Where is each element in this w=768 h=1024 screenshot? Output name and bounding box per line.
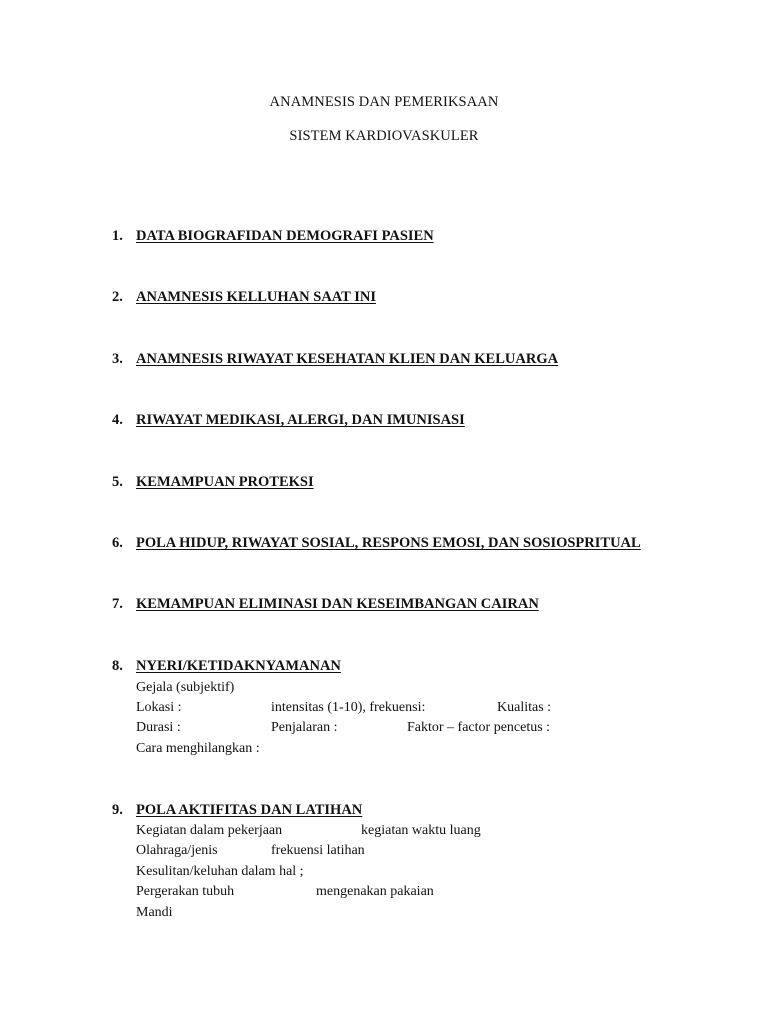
section-number: 2. [112,289,123,305]
section-number: 9. [112,802,123,818]
nyeri-penjalaran: Penjalaran : [271,720,338,735]
document-title-line-1: ANAMNESIS DAN PEMERIKSAAN [269,94,499,110]
section-label: POLA AKTIFITAS DAN LATIHAN [136,802,363,818]
section-label: POLA HIDUP, RIWAYAT SOSIAL, RESPONS EMOSI, DAN SOSIOSPRITUAL [136,535,641,551]
nyeri-intensitas: intensitas (1-10), frekuensi: [271,700,426,715]
aktifitas-pergerakan-tubuh: Pergerakan tubuh [136,884,235,899]
section-label: NYERI/KETIDAKNYAMANAN [136,658,341,674]
aktifitas-frekuensi-latihan: frekuensi latihan [271,843,365,858]
section-number: 7. [112,596,123,612]
section-number: 6. [112,535,123,551]
section-label: DATA BIOGRAFIDAN DEMOGRAFI PASIEN [136,228,434,244]
aktifitas-kegiatan-pekerjaan: Kegiatan dalam pekerjaan [136,823,283,838]
section-number: 4. [112,412,123,428]
section-heading-5 [112,474,314,491]
nyeri-faktor-pencetus: Faktor – factor pencetus : [407,720,551,735]
nyeri-lokasi: Lokasi : [136,700,182,715]
nyeri-kualitas: Kualitas : [497,700,552,715]
nyeri-durasi: Durasi : [136,720,181,735]
section-number: 8. [112,658,123,674]
section-label: KEMAMPUAN ELIMINASI DAN KESEIMBANGAN CAIRAN [136,596,539,612]
section-number: 3. [112,351,123,367]
section-heading-6 [112,535,641,552]
section-label: ANAMNESIS KELLUHAN SAAT INI [136,289,376,305]
section-heading-8 [112,658,341,675]
aktifitas-kegiatan-waktu-luang: kegiatan waktu luang [361,823,481,838]
aktifitas-kesulitan: Kesulitan/keluhan dalam hal ; [136,864,304,879]
section-number: 5. [112,474,123,490]
section-heading-7 [112,596,539,613]
aktifitas-mengenakan-pakaian: mengenakan pakaian [316,884,434,899]
section-number: 1. [112,228,123,244]
section-label: KEMAMPUAN PROTEKSI [136,474,314,490]
nyeri-gejala: Gejala (subjektif) [136,680,235,695]
section-heading-3 [112,351,558,368]
section-heading-4 [112,412,465,429]
section-heading-2 [112,289,376,306]
section-heading-9 [112,802,362,819]
section-label: RIWAYAT MEDIKASI, ALERGI, DAN IMUNISASI [136,412,465,428]
section-label: ANAMNESIS RIWAYAT KESEHATAN KLIEN DAN KELUARGA [136,351,559,367]
aktifitas-mandi: Mandi [136,905,173,920]
section-heading-1 [112,228,434,245]
nyeri-cara-menghilangkan: Cara menghilangkan : [136,741,260,756]
document-title-line-2: SISTEM KARDIOVASKULER [289,128,479,144]
aktifitas-olahraga-jenis: Olahraga/jenis [136,843,218,858]
